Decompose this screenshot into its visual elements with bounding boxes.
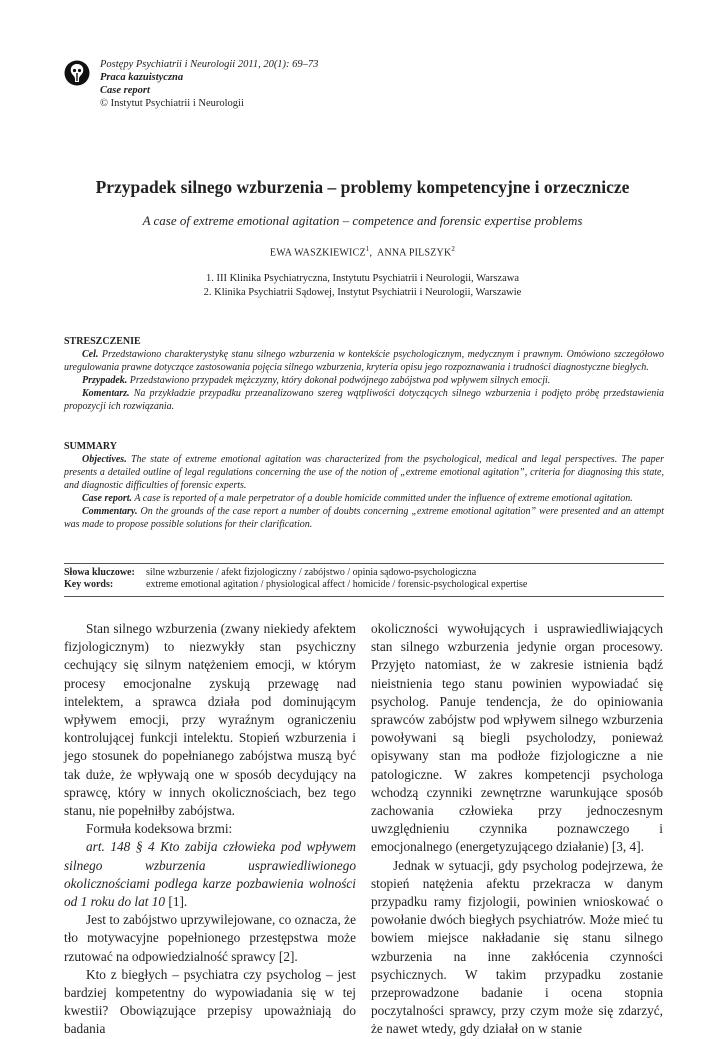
journal-header xyxy=(100,58,318,110)
journal-citation: Postępy Psychiatrii i Neurologii 2011, 20(1): 69–73 xyxy=(100,59,319,70)
commentary-label: Commentary. xyxy=(82,506,138,517)
abstract-pl-heading: STRESZCZENIE xyxy=(64,336,141,347)
divider-bottom xyxy=(64,596,664,597)
body-paragraph: Stan silnego wzburzenia (zwany niekiedy afektem fizjologicznym) to niezwykły stan psychiczny cechujący się silnym natężeniem emocji, w którym procesy emocjonalne zyskują przewagę nad intelektem, a sprawca działa pod dominującym wpływem emocji, przy wyraźnym ograniczeniu kontrolującej funkcji intelektu. Stopień wzburzenia i jego stosunek do popełnianego zabójstwa muszą być tak duże, że wpływają one w sposób decydujący na sprawcę, który w innych okolicznościach, bez tego stanu, nie popełniłby zabójstwa. xyxy=(64,621,356,819)
body-paragraph: Formuła kodeksowa brzmi: xyxy=(86,821,233,837)
code-quote xyxy=(64,838,356,911)
keywords-en-label: Key words: xyxy=(64,579,114,590)
aim-text: Przedstawiono charakterystykę stanu silnego wzburzenia w kontekście psychologicznym, medycznym i prawnym. Omówiono szczegółowo uregulowania prawne dotyczące zastosowania pojęcia silnego wzburzenia, kryteria opisu jego rozpoznawania i trudności diagnostyczne biegłych. xyxy=(64,349,664,373)
affiliations xyxy=(0,272,725,300)
author-1: EWA WASZKIEWICZ xyxy=(269,247,366,259)
objectives-label: Objectives. xyxy=(82,454,127,465)
article-type-pl: Praca kazuistyczna xyxy=(100,72,184,83)
body-right-column xyxy=(371,620,663,1039)
aim-label: Cel. xyxy=(82,349,99,360)
abstract-pl xyxy=(64,335,664,413)
copyright: © Instytut Psychiatrii i Neurologii xyxy=(100,98,244,109)
case-report-text: A case is reported of a male perpetrator of a double homicide committed under the influence of extreme emotional agitation. xyxy=(132,493,633,504)
abstract-en xyxy=(64,440,664,531)
abstract-pl-case xyxy=(64,374,664,387)
body-paragraph: Jest to zabójstwo uprzywilejowane, co oznacza, że tło motywacyjne popełnionego przestępstwa może rzutować na odpowiedzialność sprawcy [2]. xyxy=(64,912,356,964)
abstract-en-case xyxy=(64,492,664,505)
affiliation-1: 1. III Klinika Psychiatryczna, Instytutu Psychiatrii i Neurologii, Warszawa xyxy=(205,273,519,284)
article-title: Przypadek silnego wzburzenia – problemy kompetencyjne i orzecznicze xyxy=(95,177,630,197)
abstract-en-heading: SUMMARY xyxy=(64,441,117,452)
code-quote-ref: [1]. xyxy=(165,894,188,910)
body-paragraph: Jednak w sytuacji, gdy psycholog podejrzewa, że stopień natężenia afektu przekracza w danym przypadku ramy fizjologii, powinien wnioskować o powołanie dwóch biegłych psychiatrów. Może mieć tu bowiem miejsce nakładanie się stanu silnego wzburzenia na inne zakłócenia czynności psychicznych. W takim przypadku zostanie przeprowadzone badanie i ocena stopnia poczytalności sprawcy, przy czym może się zdarzyć, że nawet wtedy, gdy działał on w stanie xyxy=(371,857,663,1037)
abstract-en-commentary xyxy=(64,505,664,531)
article-subtitle: A case of extreme emotional agitation – competence and forensic expertise problems xyxy=(142,213,583,228)
keywords-pl-text: silne wzburzenie / afekt fizjologiczny / zabójstwo / opinia sądowo-psychologiczna xyxy=(146,567,477,578)
keywords-en xyxy=(64,579,664,591)
affiliation-2: 2. Klinika Psychiatrii Sądowej, Instytut Psychiatrii i Neurologii, Warszawie xyxy=(203,287,522,298)
authors xyxy=(0,245,725,258)
divider-top xyxy=(64,563,664,564)
abstract-pl-aim xyxy=(64,348,664,374)
case-text: Przedstawiono przypadek mężczyzny, który dokonał podwójnego zabójstwa pod wpływem silnych emocji. xyxy=(127,375,551,386)
abstract-en-objectives xyxy=(64,453,664,492)
commentary-text: On the grounds of the case report a number of doubts concerning „extreme emotional agitation” were presented and an attempt was made to propose possible solutions for their clarification. xyxy=(64,506,664,530)
author-2: ANNA PILSZYK xyxy=(377,247,452,259)
keywords-en-text: extreme emotional agitation / physiological affect / homicide / forensic-psychological expertise xyxy=(146,579,528,590)
author-1-affil: 1 xyxy=(365,245,370,253)
keywords xyxy=(64,567,664,591)
comment-label: Komentarz. xyxy=(82,388,130,399)
objectives-text: The state of extreme emotional agitation was characterized from the psychological, medical and legal perspectives. The paper presents a detailed outline of legal regulations concerning the use of the notion of „extreme emotional agitation”, criteria for diagnosing this state, and diagnostic difficulties of forensic experts. xyxy=(64,454,664,491)
body-left-column xyxy=(64,620,356,1039)
body-paragraph: okoliczności wywołujących i usprawiedliwiających stan silnego wzburzenia jedynie organ procesowy. Przyjęto natomiast, że w zakresie istnienia bądź nieistnienia tego stanu powinien wypowiadać się psycholog. Panuje tendencja, że do opiniowania sprawców zabójstw pod wpływem silnego wzburzenia powoływani są biegli psycholodzy, ponieważ opisywany stan ma podłoże fizjologiczne a nie patologiczne. W zakres kompetencji psychologa wchodzą czynniki zewnętrzne warunkujące sposób zachowania człowieka przy jednoczesnym uwzględnieniu czynnika poznawczego i emocjonalnego (energetyzującego działanie) [3, 4]. xyxy=(371,621,663,855)
author-separator: , xyxy=(369,247,378,259)
keywords-pl xyxy=(64,567,664,579)
body-paragraph: Kto z biegłych – psychiatra czy psycholog – jest bardziej kompetentny do wypowiadania się w tej kwestii? Obowiązujące przepisy upoważniają do badania xyxy=(64,966,356,1037)
author-2-affil: 2 xyxy=(451,245,456,253)
institute-logo-icon xyxy=(64,60,90,86)
code-quote-text: art. 148 § 4 Kto zabija człowieka pod wpływem silnego wzburzenia usprawiedliwionego okolicznościami podlega karze pozbawienia wolności od 1 roku do lat 10 xyxy=(64,839,356,910)
comment-text: Na przykładzie przypadku przeanalizowano szereg wątpliwości dotyczących silnego wzburzenia i podjęto próbę przedstawienia propozycji ich rozwiązania. xyxy=(64,388,664,412)
article-type-en: Case report xyxy=(100,85,150,96)
case-label: Przypadek. xyxy=(82,375,128,386)
case-report-label: Case report. xyxy=(82,493,132,504)
keywords-pl-label: Słowa kluczowe: xyxy=(64,567,135,578)
abstract-pl-comment xyxy=(64,387,664,413)
